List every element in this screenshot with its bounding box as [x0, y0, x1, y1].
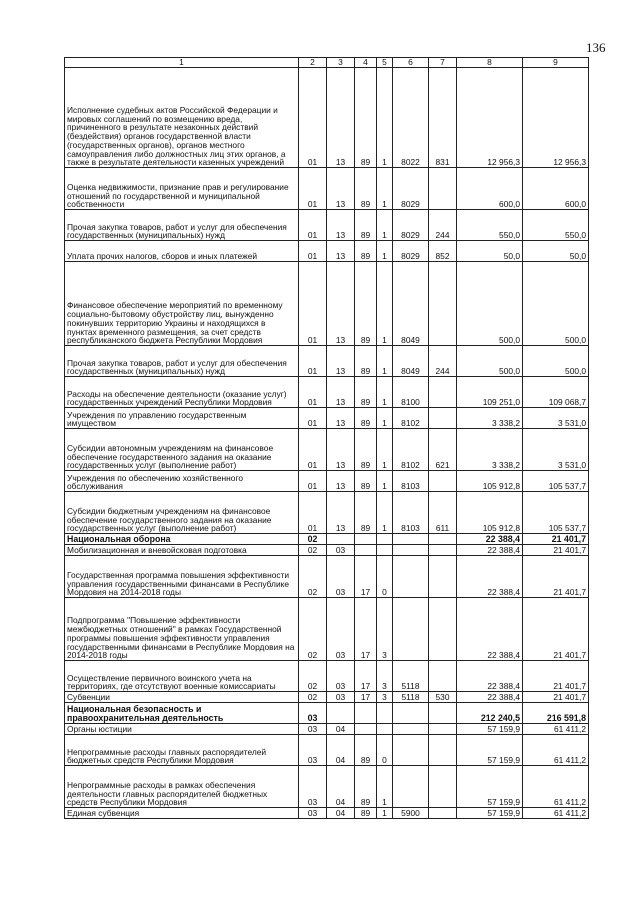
section-code: 02 — [299, 692, 327, 703]
table-row — [65, 241, 589, 262]
table-row — [65, 429, 589, 471]
row-name: Расходы на обеспечение деятельности (оказание услуг) государственных учреждений Республики Мордовия — [65, 377, 299, 408]
column-header-5: 5 — [377, 58, 393, 68]
expense-type-code: 530 — [429, 692, 457, 703]
subprogram-code — [377, 724, 393, 735]
column-header-8: 8 — [457, 58, 523, 68]
target-code — [393, 735, 429, 766]
target-code — [393, 598, 429, 661]
amount-2015: 3 338,2 — [457, 408, 523, 429]
target-code — [393, 545, 429, 556]
section-code: 03 — [299, 703, 327, 724]
section-code: 02 — [299, 545, 327, 556]
row-name: Учреждения по обеспечению хозяйственного обслуживания — [65, 471, 299, 492]
row-name: Непрограммные расходы в рамках обеспечения деятельности главных распорядителей бюджетных средств Республики Мордовия — [65, 766, 299, 808]
column-header-9: 9 — [523, 58, 589, 68]
program-code: 89 — [355, 168, 377, 210]
subsection-code: 03 — [327, 692, 355, 703]
row-name: Учреждения по управлению государственным имуществом — [65, 408, 299, 429]
section-code: 03 — [299, 735, 327, 766]
table-row — [65, 724, 589, 735]
subprogram-code: 0 — [377, 556, 393, 598]
target-code: 8100 — [393, 377, 429, 408]
column-header-4: 4 — [355, 58, 377, 68]
amount-2015: 600,0 — [457, 168, 523, 210]
subsection-code: 03 — [327, 661, 355, 692]
table-row — [65, 168, 589, 210]
program-code: 89 — [355, 241, 377, 262]
subprogram-code: 1 — [377, 68, 393, 168]
section-code: 01 — [299, 68, 327, 168]
program-code: 89 — [355, 68, 377, 168]
expense-type-code — [429, 556, 457, 598]
amount-2016: 500,0 — [523, 262, 589, 346]
subprogram-code: 1 — [377, 210, 393, 241]
amount-2016: 61 411,2 — [523, 735, 589, 766]
amount-2015: 109 251,0 — [457, 377, 523, 408]
row-name: Государственная программа повышения эффективности управления государственными финансами в Республике Мордовия на 2014-2018 годы — [65, 556, 299, 598]
amount-2016: 109 068,7 — [523, 377, 589, 408]
amount-2016: 21 401,7 — [523, 598, 589, 661]
subprogram-code: 0 — [377, 735, 393, 766]
amount-2015: 500,0 — [457, 346, 523, 377]
subsection-code: 13 — [327, 471, 355, 492]
target-code: 8049 — [393, 262, 429, 346]
subsection-code: 03 — [327, 556, 355, 598]
expense-type-code: 244 — [429, 346, 457, 377]
amount-2015: 57 159,9 — [457, 724, 523, 735]
amount-2016: 21 401,7 — [523, 545, 589, 556]
table-row — [65, 808, 589, 819]
subsection-code: 04 — [327, 766, 355, 808]
row-name: Исполнение судебных актов Российской Федерации и мировых соглашений по возмещению вреда, причиненного в результате незаконных действий (бездействия) органов государственной власти (государственных органов), органов местного самоуправления либо должностных лиц этих органов, а также в результате деятельности казенных учреждений — [65, 68, 299, 168]
row-name: Национальная безопасность и правоохранительная деятельность — [65, 703, 299, 724]
subsection-code: 13 — [327, 492, 355, 534]
amount-2016: 3 531,0 — [523, 408, 589, 429]
expense-type-code — [429, 598, 457, 661]
program-code: 89 — [355, 735, 377, 766]
expense-type-code — [429, 534, 457, 545]
row-name: Единая субвенция — [65, 808, 299, 819]
subprogram-code: 1 — [377, 262, 393, 346]
subsection-code: 13 — [327, 377, 355, 408]
subsection-code: 03 — [327, 598, 355, 661]
subsection-code: 13 — [327, 429, 355, 471]
table-row — [65, 735, 589, 766]
subsection-code: 03 — [327, 545, 355, 556]
table-row — [65, 262, 589, 346]
row-name: Финансовое обеспечение мероприятий по временному социально-бытовому обустройству лиц, вынужденно покинувших территорию Украины и находящихся в пунктах временного размещения, за счет средств республиканского бюджета Республики Мордовия — [65, 262, 299, 346]
table-row — [65, 556, 589, 598]
subprogram-code: 1 — [377, 492, 393, 534]
expense-type-code — [429, 377, 457, 408]
row-name: Органы юстиции — [65, 724, 299, 735]
subsection-code — [327, 703, 355, 724]
table-row — [65, 377, 589, 408]
amount-2015: 50,0 — [457, 241, 523, 262]
program-code: 89 — [355, 766, 377, 808]
table-row — [65, 766, 589, 808]
amount-2016: 21 401,7 — [523, 661, 589, 692]
column-header-7: 7 — [429, 58, 457, 68]
expense-type-code: 831 — [429, 68, 457, 168]
amount-2015: 22 388,4 — [457, 556, 523, 598]
column-header-1: 1 — [65, 58, 299, 68]
target-code: 8029 — [393, 210, 429, 241]
table-row — [65, 598, 589, 661]
expense-type-code — [429, 724, 457, 735]
column-header-3: 3 — [327, 58, 355, 68]
amount-2016: 105 537,7 — [523, 492, 589, 534]
table-row — [65, 408, 589, 429]
section-code: 01 — [299, 241, 327, 262]
amount-2015: 22 388,4 — [457, 534, 523, 545]
table-row — [65, 661, 589, 692]
program-code: 89 — [355, 346, 377, 377]
subprogram-code: 3 — [377, 661, 393, 692]
table-body — [65, 58, 589, 819]
row-name: Национальная оборона — [65, 534, 299, 545]
amount-2015: 22 388,4 — [457, 692, 523, 703]
amount-2016: 21 401,7 — [523, 692, 589, 703]
target-code: 8102 — [393, 408, 429, 429]
section-code: 01 — [299, 377, 327, 408]
table-row — [65, 346, 589, 377]
subsection-code: 04 — [327, 724, 355, 735]
program-code — [355, 703, 377, 724]
subprogram-code: 3 — [377, 598, 393, 661]
column-header-6: 6 — [393, 58, 429, 68]
section-code: 01 — [299, 210, 327, 241]
amount-2015: 3 338,2 — [457, 429, 523, 471]
amount-2015: 105 912,8 — [457, 492, 523, 534]
target-code: 8103 — [393, 492, 429, 534]
program-code: 89 — [355, 492, 377, 534]
subprogram-code: 1 — [377, 429, 393, 471]
section-code: 01 — [299, 492, 327, 534]
subsection-code: 13 — [327, 262, 355, 346]
target-code: 8029 — [393, 168, 429, 210]
section-code: 02 — [299, 661, 327, 692]
amount-2015: 22 388,4 — [457, 598, 523, 661]
amount-2016: 61 411,2 — [523, 724, 589, 735]
table-row — [65, 545, 589, 556]
expense-type-code — [429, 766, 457, 808]
amount-2016: 61 411,2 — [523, 766, 589, 808]
target-code: 8022 — [393, 68, 429, 168]
expense-type-code — [429, 168, 457, 210]
expense-type-code: 621 — [429, 429, 457, 471]
subprogram-code: 3 — [377, 692, 393, 703]
expense-type-code — [429, 262, 457, 346]
target-code: 5118 — [393, 661, 429, 692]
program-code — [355, 724, 377, 735]
expense-type-code — [429, 735, 457, 766]
program-code: 17 — [355, 661, 377, 692]
section-code: 02 — [299, 598, 327, 661]
section-code: 01 — [299, 471, 327, 492]
section-code: 01 — [299, 346, 327, 377]
subsection-code: 13 — [327, 241, 355, 262]
amount-2016: 21 401,7 — [523, 556, 589, 598]
subprogram-code — [377, 545, 393, 556]
section-code: 03 — [299, 808, 327, 819]
column-header-2: 2 — [299, 58, 327, 68]
program-code: 17 — [355, 598, 377, 661]
table-header-row — [65, 58, 589, 68]
subsection-code: 13 — [327, 210, 355, 241]
subprogram-code: 1 — [377, 346, 393, 377]
subsection-code: 13 — [327, 68, 355, 168]
amount-2015: 500,0 — [457, 262, 523, 346]
target-code: 5900 — [393, 808, 429, 819]
row-name: Оценка недвижимости, признание прав и регулирование отношений по государственной и муниципальной собственности — [65, 168, 299, 210]
expense-type-code: 611 — [429, 492, 457, 534]
expense-type-code — [429, 545, 457, 556]
subsection-code — [327, 534, 355, 545]
section-code: 02 — [299, 556, 327, 598]
subsection-code: 13 — [327, 168, 355, 210]
expense-type-code: 244 — [429, 210, 457, 241]
row-name: Мобилизационная и вневойсковая подготовка — [65, 545, 299, 556]
target-code: 8103 — [393, 471, 429, 492]
program-code: 89 — [355, 377, 377, 408]
expense-type-code: 852 — [429, 241, 457, 262]
program-code: 89 — [355, 429, 377, 471]
amount-2016: 3 531,0 — [523, 429, 589, 471]
amount-2015: 57 159,9 — [457, 808, 523, 819]
table-row — [65, 692, 589, 703]
program-code: 89 — [355, 210, 377, 241]
amount-2016: 216 591,8 — [523, 703, 589, 724]
subprogram-code — [377, 703, 393, 724]
table-row — [65, 68, 589, 168]
section-code: 01 — [299, 168, 327, 210]
subprogram-code: 1 — [377, 766, 393, 808]
page-number: 136 — [586, 40, 606, 55]
target-code: 8029 — [393, 241, 429, 262]
target-code: 5118 — [393, 692, 429, 703]
amount-2015: 550,0 — [457, 210, 523, 241]
amount-2016: 105 537,7 — [523, 471, 589, 492]
program-code: 17 — [355, 692, 377, 703]
subprogram-code: 1 — [377, 471, 393, 492]
row-name: Прочая закупка товаров, работ и услуг для обеспечения государственных (муниципальных) нужд — [65, 346, 299, 377]
subprogram-code: 1 — [377, 808, 393, 819]
expense-type-code — [429, 661, 457, 692]
subprogram-code: 1 — [377, 408, 393, 429]
subprogram-code: 1 — [377, 168, 393, 210]
section-code: 02 — [299, 534, 327, 545]
program-code: 89 — [355, 808, 377, 819]
budget-table — [64, 57, 589, 819]
section-code: 01 — [299, 429, 327, 471]
row-name: Прочая закупка товаров, работ и услуг для обеспечения государственных (муниципальных) нужд — [65, 210, 299, 241]
amount-2015: 57 159,9 — [457, 735, 523, 766]
table-row — [65, 210, 589, 241]
amount-2016: 21 401,7 — [523, 534, 589, 545]
program-code: 89 — [355, 262, 377, 346]
subsection-code: 04 — [327, 735, 355, 766]
subsection-code: 13 — [327, 408, 355, 429]
amount-2016: 600,0 — [523, 168, 589, 210]
amount-2015: 57 159,9 — [457, 766, 523, 808]
subprogram-code: 1 — [377, 241, 393, 262]
table-row — [65, 534, 589, 545]
expense-type-code — [429, 703, 457, 724]
subsection-code: 13 — [327, 346, 355, 377]
amount-2016: 61 411,2 — [523, 808, 589, 819]
target-code — [393, 766, 429, 808]
amount-2016: 500,0 — [523, 346, 589, 377]
program-code: 89 — [355, 471, 377, 492]
section-code: 01 — [299, 408, 327, 429]
target-code — [393, 703, 429, 724]
expense-type-code — [429, 808, 457, 819]
row-name: Осуществление первичного воинского учета на территориях, где отсутствуют военные комиссариаты — [65, 661, 299, 692]
row-name: Непрограммные расходы главных распорядителей бюджетных средств Республики Мордовия — [65, 735, 299, 766]
program-code: 17 — [355, 556, 377, 598]
section-code: 03 — [299, 724, 327, 735]
amount-2015: 22 388,4 — [457, 545, 523, 556]
program-code: 89 — [355, 408, 377, 429]
amount-2015: 212 240,5 — [457, 703, 523, 724]
target-code — [393, 724, 429, 735]
table-row — [65, 703, 589, 724]
target-code — [393, 534, 429, 545]
subprogram-code: 1 — [377, 377, 393, 408]
target-code — [393, 556, 429, 598]
amount-2016: 12 956,3 — [523, 68, 589, 168]
subprogram-code — [377, 534, 393, 545]
table-row — [65, 471, 589, 492]
row-name: Уплата прочих налогов, сборов и иных платежей — [65, 241, 299, 262]
section-code: 03 — [299, 766, 327, 808]
row-name: Субсидии бюджетным учреждениям на финансовое обеспечение государственного задания на оказание государственных услуг (выполнение работ) — [65, 492, 299, 534]
program-code — [355, 545, 377, 556]
table-row — [65, 492, 589, 534]
amount-2015: 22 388,4 — [457, 661, 523, 692]
expense-type-code — [429, 471, 457, 492]
amount-2016: 50,0 — [523, 241, 589, 262]
row-name: Субсидии автономным учреждениям на финансовое обеспечение государственного задания на оказание государственных услуг (выполнение работ) — [65, 429, 299, 471]
section-code: 01 — [299, 262, 327, 346]
program-code — [355, 534, 377, 545]
target-code: 8049 — [393, 346, 429, 377]
row-name: Подпрограмма "Повышение эффективности межбюджетных отношений" в рамках Государственной программы повышения эффективности управления государственными финансами в Республике Мордовия на 2014-2018 годы — [65, 598, 299, 661]
target-code: 8102 — [393, 429, 429, 471]
row-name: Субвенции — [65, 692, 299, 703]
expense-type-code — [429, 408, 457, 429]
subsection-code: 04 — [327, 808, 355, 819]
amount-2016: 550,0 — [523, 210, 589, 241]
amount-2015: 12 956,3 — [457, 68, 523, 168]
amount-2015: 105 912,8 — [457, 471, 523, 492]
